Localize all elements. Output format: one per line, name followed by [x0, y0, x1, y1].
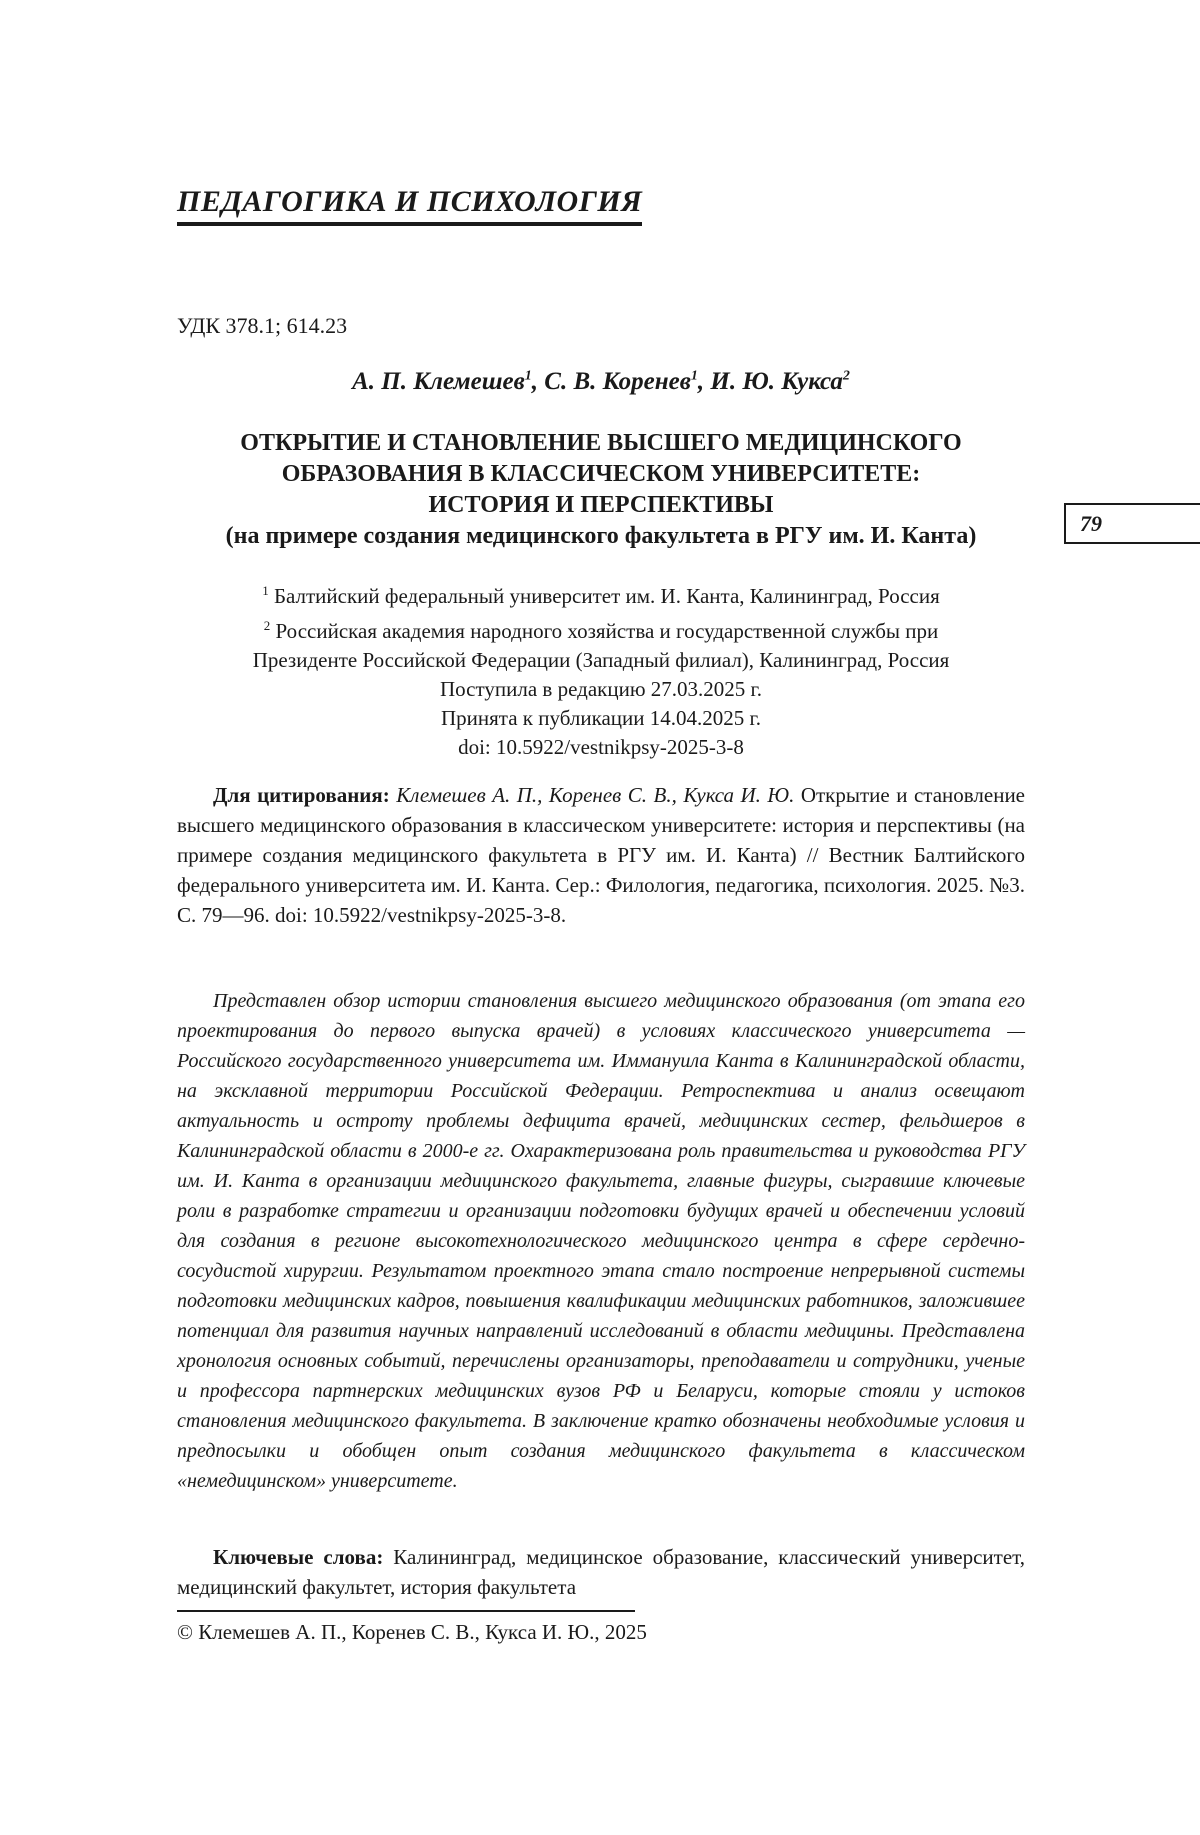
article-title	[177, 428, 1025, 552]
citation-label: Для цитирования:	[213, 783, 390, 807]
author-name: И. Ю. Кукса	[710, 368, 843, 395]
udc-code: УДК 378.1; 614.23	[177, 313, 348, 338]
accepted-date: Принята к публикации 14.04.2025 г.	[440, 706, 761, 730]
author-affiliation-mark: 1	[524, 368, 532, 384]
title-line: ИСТОРИЯ И ПЕРСПЕКТИВЫ	[428, 492, 774, 518]
author-affiliation-mark: 2	[842, 368, 850, 384]
author-affiliation-mark: 1	[690, 368, 698, 384]
keywords-text: Калининград, медицинское образование, классический университет, медицинский факультет, история факультета	[177, 1545, 1025, 1599]
footnote-divider	[177, 1610, 635, 1612]
citation-authors: Клемешев А. П., Коренев С. В., Кукса И. Ю.	[396, 783, 795, 807]
authors-line: А. П. Клемешев$^1$, С. В. Коренев$^1$, И. Ю. Кукса$^2$	[352, 368, 850, 395]
page-number: 79	[1064, 503, 1200, 544]
title-line: ОТКРЫТИЕ И СТАНОВЛЕНИЕ ВЫСШЕГО МЕДИЦИНСКОГО	[240, 430, 962, 456]
keywords-label: Ключевые слова:	[213, 1545, 384, 1569]
received-date: Поступила в редакцию 27.03.2025 г.	[439, 677, 762, 701]
affiliation-1: $^1$ Балтийский федеральный университет им. И. Канта, Калининград, Россия	[262, 583, 940, 608]
author-name: С. В. Коренев	[544, 368, 691, 395]
affiliations-block	[177, 576, 1025, 762]
keywords-block	[177, 1542, 1025, 1602]
citation-block	[177, 780, 1025, 930]
copyright-notice: © Клемешев А. П., Коренев С. В., Кукса И. Ю., 2025	[177, 1620, 647, 1644]
citation-text: Открытие и становление высшего медицинского образования в классическом университете: история и перспективы (на примере создания медицинского факультета в РГУ им. И. Канта) // Вестник Балтийского федерального университета им. И. Канта. Сер.: Филология, педагогика, психология. 2025. №3. С. 79—96. doi: 10.5922/vestnikpsy-2025-3-8.	[177, 783, 1026, 927]
section-title: ПЕДАГОГИКА И ПСИХОЛОГИЯ	[177, 185, 642, 226]
author-name: А. П. Клемешев	[352, 368, 525, 395]
affiliation-2-cont: Президенте Российской Федерации (Западный филиал), Калининград, Россия	[252, 648, 950, 672]
title-subtitle: (на примере создания медицинского факультета в РГУ им. И. Канта)	[225, 523, 977, 549]
title-line: ОБРАЗОВАНИЯ В КЛАССИЧЕСКОМ УНИВЕРСИТЕТЕ:	[281, 461, 921, 487]
affiliation-2: $^2$ Российская академия народного хозяйства и государственной службы при	[263, 618, 939, 643]
abstract: Представлен обзор истории становления высшего медицинского образования (от этапа его проектирования до первого выпуска врачей) в условиях классического университета — Российского государственного университета им. Иммануила Канта в Калининградской области, на эксклавной территории Российской Федерации. Ретроспектива и анализ освещают актуальность и остроту проблемы дефицита врачей, медицинских сестер, фельдшеров в Калининградской области в 2000-е гг. Охарактеризована роль правительства и руководства РГУ им. И. Канта в организации медицинского факультета, главные фигуры, сыгравшие ключевые роли в разработке стратегии и организации подготовки будущих врачей и обеспечении условий для создания в регионе высокотехнологического медицинского центра в сфере сердечно-сосудистой хирургии. Результатом проектного этапа стало построение непрерывной системы подготовки медицинских кадров, повышения квалификации медицинских работников, заложившее потенциал для развития научных направлений исследований в области медицины. Представлена хронология основных событий, перечислены организаторы, преподаватели и сотрудники, ученые и профессора партнерских медицинских вузов РФ и Беларуси, которые стояли у истоков становления медицинского факультета. В заключение кратко обозначены необходимые условия и предпосылки и обобщен опыт создания медицинского факультета в классическом «немедицинском» университете.	[177, 990, 1025, 1492]
doi[interactable]: doi: 10.5922/vestnikpsy-2025-3-8	[458, 735, 744, 759]
